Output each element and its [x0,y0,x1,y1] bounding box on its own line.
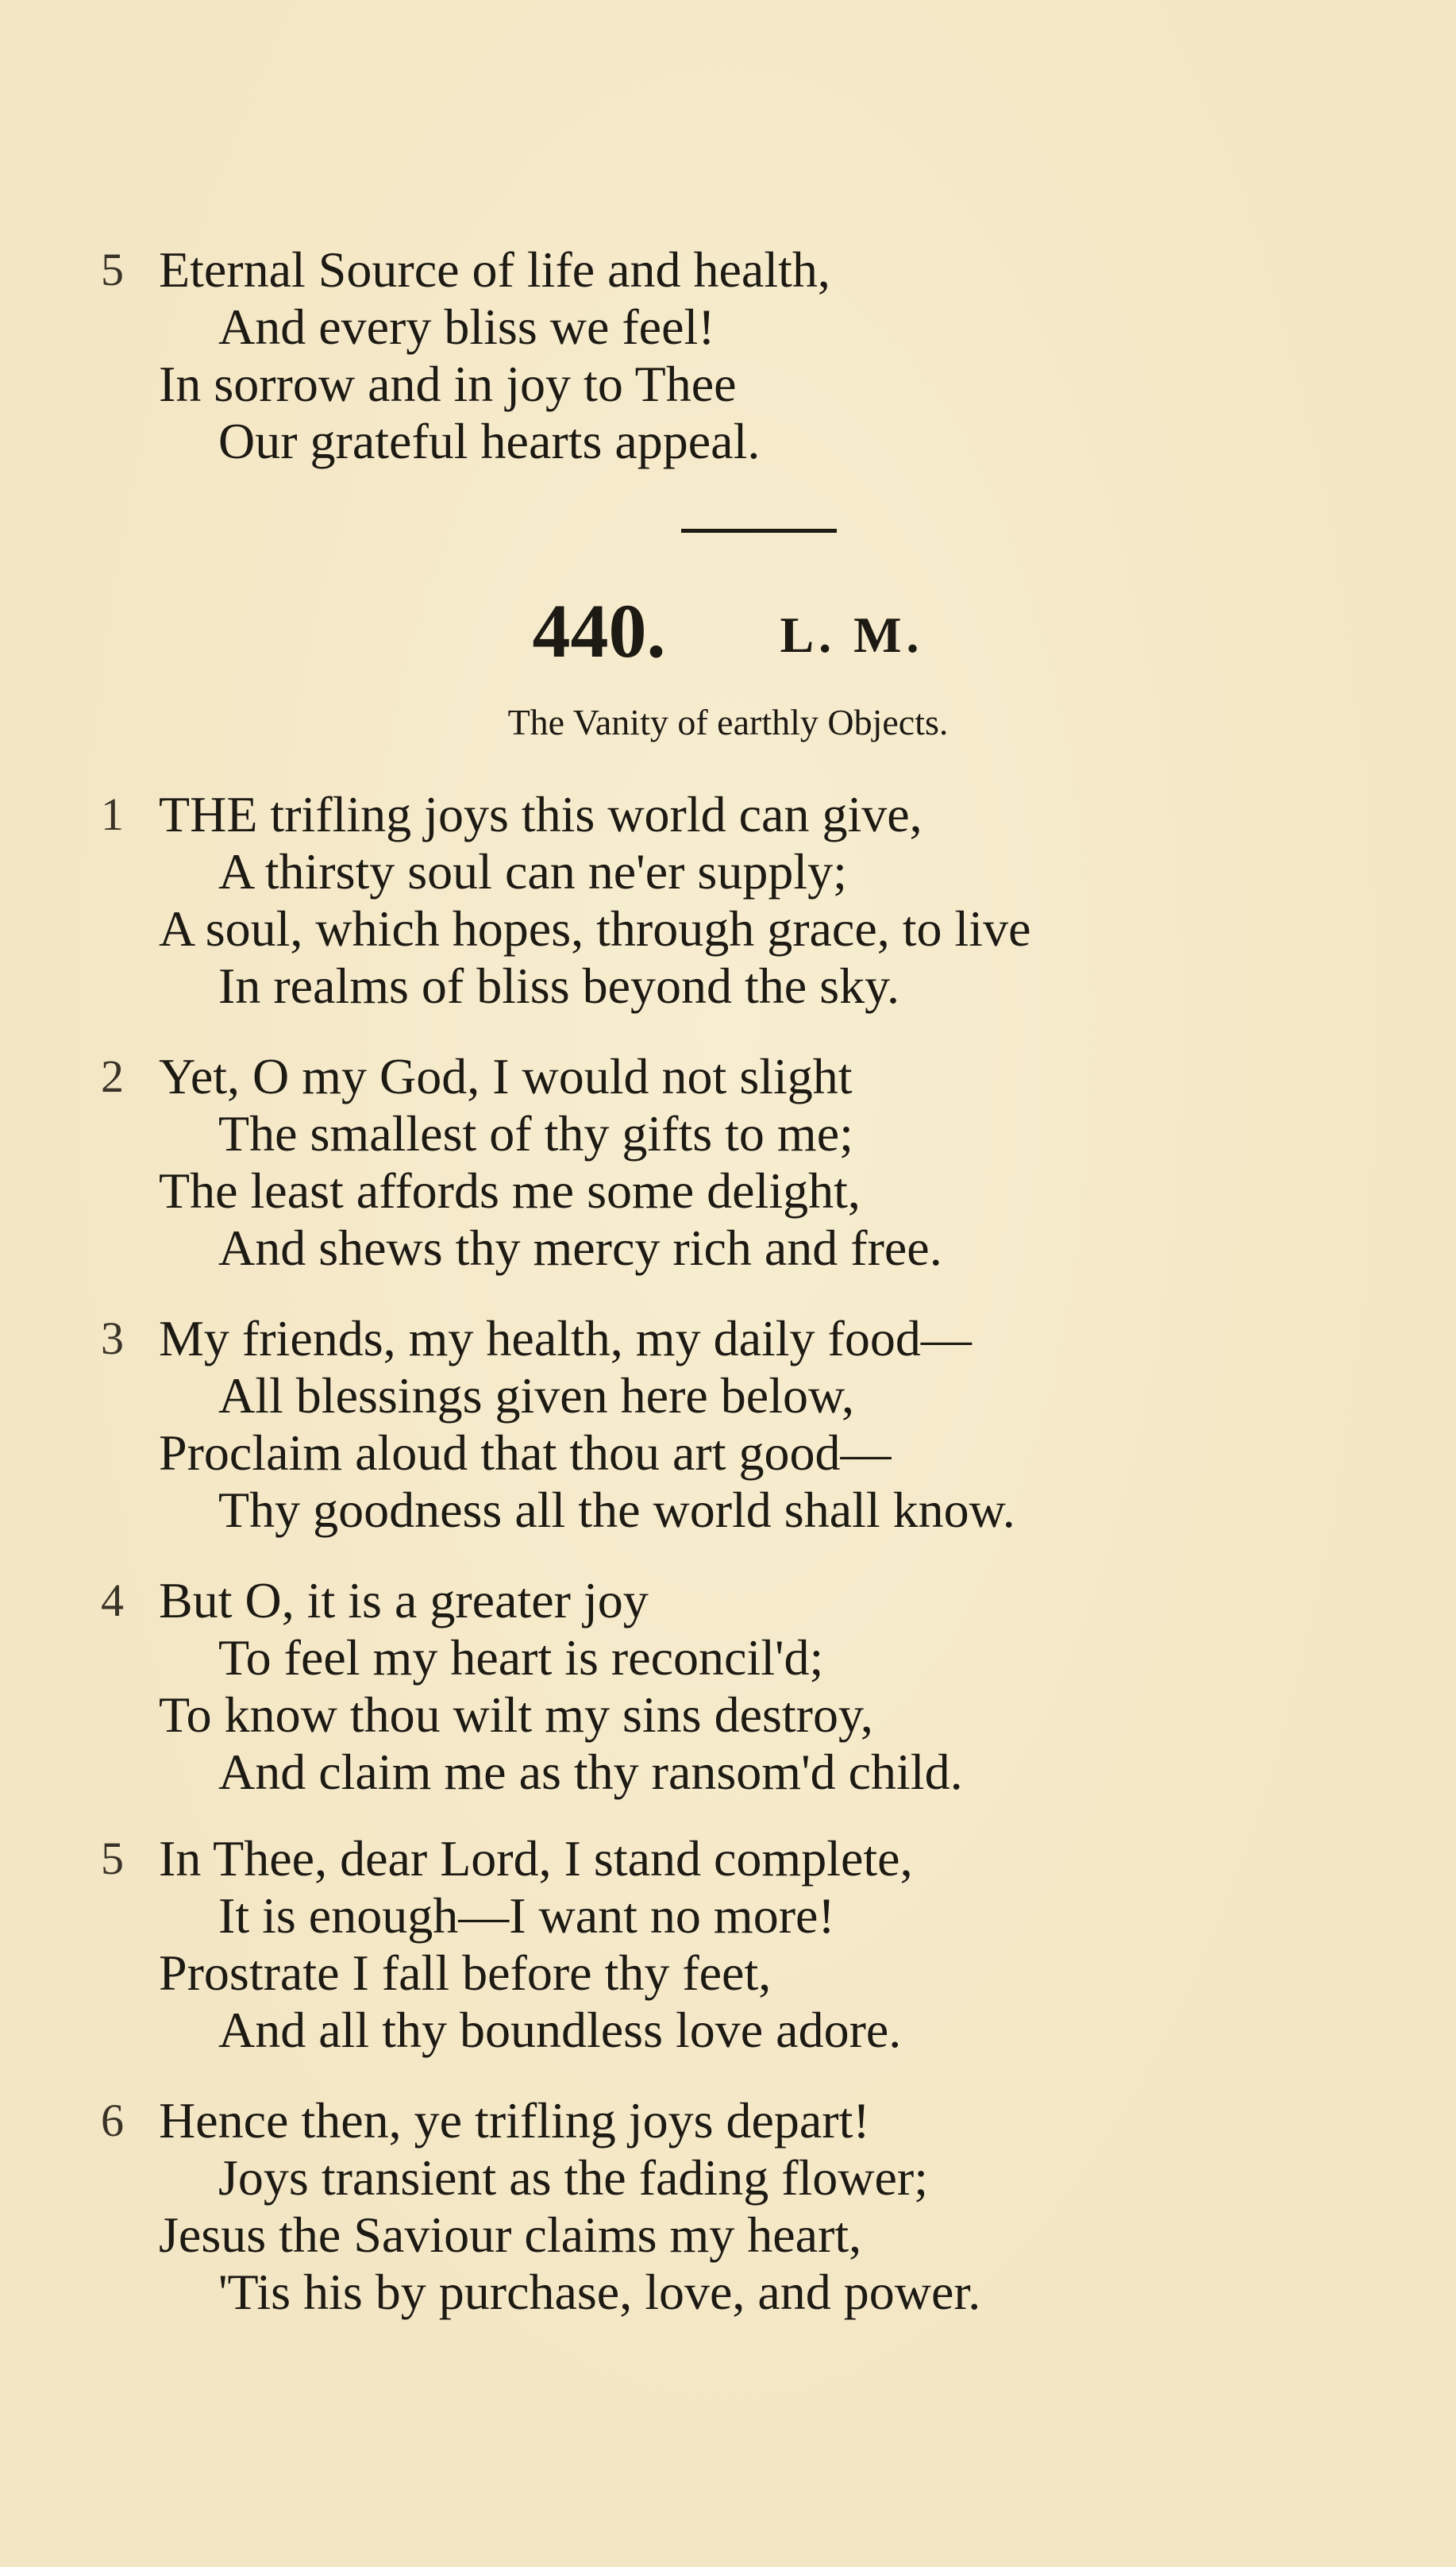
stanza-3 [101,1310,1310,1539]
stanza-number: 3 [101,1312,124,1364]
stanza-number: 5 [101,1833,124,1884]
stanza-line: 'Tis his by purchase, love, and power. [218,2264,981,2320]
stanza-line-text: THE trifling joys this world can give, [159,786,923,842]
stanza-number: 1 [101,788,124,840]
stanza-4 [101,1572,1310,1801]
stanza-line: The smallest of thy gifts to me; [218,1105,853,1162]
hymn-number: 440. [532,588,666,673]
stanza-line: Proclaim aloud that thou art good— [159,1424,892,1481]
stanza-1 [101,786,1310,1015]
stanza-line [101,1830,1310,1887]
hymn-meter: L. M. [780,607,924,663]
prev-hymn-stanza-5 [101,241,1310,470]
stanza-line-text: But O, it is a greater joy [159,1572,649,1628]
section-divider [681,529,837,533]
hymn-heading [0,588,1456,679]
stanza-line: Thy goodness all the world shall know. [218,1482,1015,1538]
stanza-number: 6 [101,2095,124,2146]
stanza-line: And shews thy mercy rich and free. [218,1220,942,1276]
stanza-line: A thirsty soul can ne'er supply; [218,843,847,900]
stanza-line: Our grateful hearts appeal. [218,413,761,469]
hymn-title: The Vanity of earthly Objects. [507,702,949,742]
stanza-line: A soul, which hopes, through grace, to live [159,900,1031,957]
stanza-5 [101,1830,1310,2059]
stanza-line: And every bliss we feel! [218,299,715,355]
stanza-line [101,786,1310,843]
stanza-line-text: In Thee, dear Lord, I stand complete, [159,1830,913,1887]
stanza-line: Jesus the Saviour claims my heart, [159,2207,862,2263]
stanza-line: To know thou wilt my sins destroy, [159,1686,873,1743]
stanza-line: In realms of bliss beyond the sky. [218,958,899,1014]
stanza-2 [101,1048,1310,1277]
stanza-line-text: Hence then, ye trifling joys depart! [159,2092,870,2149]
stanza-line: Joys transient as the fading flower; [218,2149,928,2206]
stanza-line-text: Yet, O my God, I would not slight [159,1048,853,1104]
stanza-line-text: My friends, my health, my daily food— [159,1310,972,1366]
stanza-6 [101,2092,1310,2321]
stanza-line-text: Eternal Source of life and health, [159,241,830,298]
stanza-number: 4 [101,1575,124,1626]
stanza-line: The least affords me some delight, [159,1162,861,1219]
stanza-line: And all thy boundless love adore. [218,2002,902,2058]
stanza-line [101,2092,1310,2149]
stanza-number: 2 [101,1050,124,1102]
stanza-line: And claim me as thy ransom'd child. [218,1744,963,1800]
stanza-line: To feel my heart is reconcil'd; [218,1629,824,1686]
stanza-line [101,1048,1310,1105]
stanza-line [101,1572,1310,1629]
stanza-line: Prostrate I fall before thy feet, [159,1945,772,2001]
stanza-line: In sorrow and in joy to Thee [159,356,737,412]
stanza-line: It is enough—I want no more! [218,1887,835,1944]
stanza-line [101,1310,1310,1367]
stanza-line: All blessings given here below, [218,1367,855,1424]
stanza-line [101,241,1310,299]
stanza-number: 5 [101,244,124,295]
